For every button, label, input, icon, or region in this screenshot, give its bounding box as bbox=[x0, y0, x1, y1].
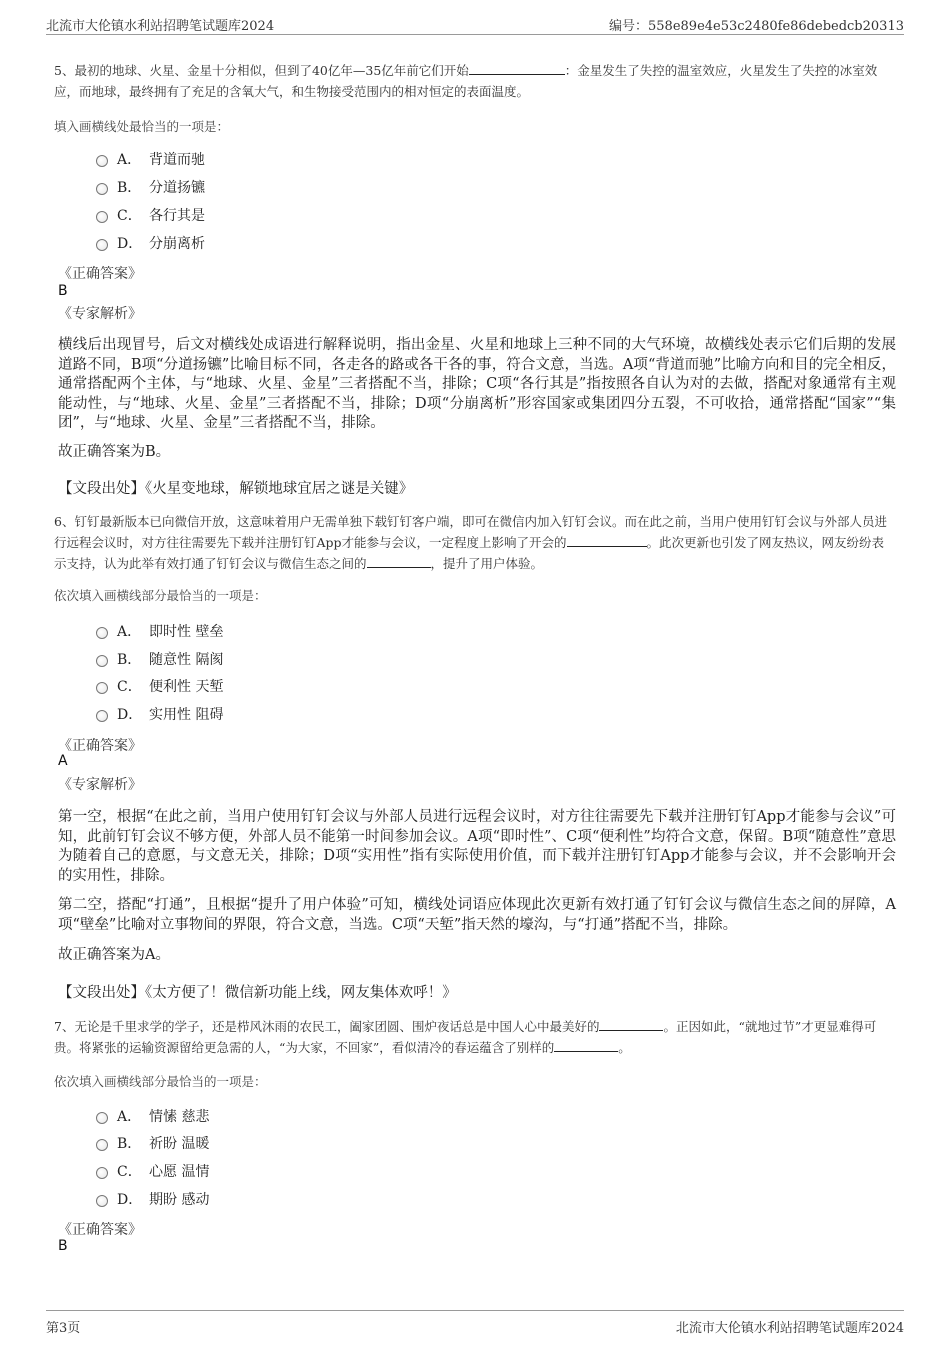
question-6-option-c[interactable]: C． 便利性 天堑 bbox=[96, 676, 223, 696]
header-title: 北流市大伦镇水利站招聘笔试题库2024 bbox=[46, 19, 275, 34]
question-5-option-c[interactable]: C． 各行其是 bbox=[96, 205, 205, 225]
question-5-analysis: 横线后出现冒号，后文对横线处成语进行解释说明，指出金星、火星和地球上三种不同的大气环境，故横线处表示它们后期的发展道路不同，B项“分道扬镳”比喻目标不同，各走各的路或各干各的事，符合文意，当选。A项“背道而驰”比喻方向和目的完全相反，通常搭配两个主体，与“地球、火星、金星”三者搭配不当，排除；C项“各行其是”指按照各自认为对的去做，搭配对象通常有主观能动性，与“地球、火星、金星”三者搭配不当，排除；D项“分崩离析”形容国家或集团四分五裂，不可收拾，通常搭配“国家”“集团”，与“地球、火星、金星”三者搭配不当，排除。 bbox=[58, 337, 896, 431]
page-number: 第3页 bbox=[46, 1321, 81, 1336]
question-5-conclusion: 故正确答案为B。 bbox=[58, 444, 171, 460]
answer-blank bbox=[567, 534, 647, 547]
question-6-option-d[interactable]: D． 实用性 阻碍 bbox=[96, 704, 223, 724]
question-5-text-part1: 5、最初的地球、火星、金星十分相似，但到了40亿年—35亿年前它们开始 bbox=[54, 63, 469, 78]
radio-button[interactable] bbox=[96, 1195, 108, 1207]
question-5-option-a[interactable]: A． 背道而驰 bbox=[96, 149, 205, 169]
radio-button[interactable] bbox=[96, 655, 108, 667]
question-7-answer: B bbox=[58, 1238, 68, 1254]
question-7-prompt: 依次填入画横线部分最恰当的一项是： bbox=[54, 1074, 267, 1089]
question-6-analysis-1: 第一空，根据“在此之前，当用户使用钉钉会议与外部人员进行远程会议时，对方往往需要先下载并注册钉钉App才能参与会议”可知，此前钉钉会议不够方便，外部人员不能第一时间参加会议。A项“即时性”、C项“便利性”均符合文意，保留。B项“随意性”意思为随着自己的意愿，与文意无关，排除；D项“实用性”指有实际使用价值，而下载并注册钉钉App才能参与会议，并不会影响开会的实用性，排除。 bbox=[58, 809, 896, 884]
radio-button[interactable] bbox=[96, 1112, 108, 1124]
answer-blank bbox=[599, 1018, 663, 1031]
radio-button[interactable] bbox=[96, 710, 108, 722]
question-6-text-part2: 。此次更新也引发了网友热议，网友纷纷表示支持，认为此举有效打通了钉钉会议与微信生态之间的 bbox=[54, 535, 885, 571]
question-6-text-part3: ，提升了用户体验。 bbox=[430, 556, 544, 571]
footer-title: 北流市大伦镇水利站招聘笔试题库2024 bbox=[675, 1321, 904, 1336]
radio-button[interactable] bbox=[96, 1139, 108, 1151]
question-5-option-d[interactable]: D． 分崩离析 bbox=[96, 233, 205, 253]
question-6-option-b[interactable]: B． 随意性 隔阂 bbox=[96, 649, 223, 669]
question-7-option-c[interactable]: C． 心愿 温情 bbox=[96, 1161, 209, 1181]
analysis-label: 《专家解析》 bbox=[58, 777, 142, 793]
question-7-text-part1: 7、无论是千里求学的学子，还是栉风沐雨的农民工，阖家团圆、围炉夜话总是中国人心中最美好的 bbox=[54, 1019, 600, 1034]
question-5-prompt: 填入画横线处最恰当的一项是： bbox=[54, 119, 230, 134]
question-6-stem bbox=[54, 511, 896, 574]
question-6-prompt: 依次填入画横线部分最恰当的一项是： bbox=[54, 588, 267, 603]
question-7-text-part2: 。正因如此，“就地过节”才更显难得可贵。将紧张的运输资源留给更急需的人，“为大家，不回家”，看似清冷的春运蕴含了别样的 bbox=[54, 1019, 877, 1055]
answer-label: 《正确答案》 bbox=[58, 266, 142, 282]
question-7-text-part3: 。 bbox=[618, 1040, 631, 1055]
radio-button[interactable] bbox=[96, 211, 108, 223]
question-6-source: 【文段出处】《太方便了！微信新功能上线，网友集体欢呼！》 bbox=[58, 985, 457, 1001]
radio-button[interactable] bbox=[96, 627, 108, 639]
question-7-option-a[interactable]: A． 情愫 慈悲 bbox=[96, 1106, 209, 1126]
page-footer bbox=[46, 1310, 904, 1339]
radio-button[interactable] bbox=[96, 1167, 108, 1179]
question-6-option-a[interactable]: A． 即时性 壁垒 bbox=[96, 621, 223, 641]
question-5-option-b[interactable]: B． 分道扬镳 bbox=[96, 177, 205, 197]
question-5-source: 【文段出处】《火星变地球，解锁地球宜居之谜是关键》 bbox=[58, 481, 414, 497]
answer-label: 《正确答案》 bbox=[58, 1222, 142, 1238]
radio-button[interactable] bbox=[96, 682, 108, 694]
question-6-text-part1: 6、钉钉最新版本已向微信开放，这意味着用户无需单独下载钉钉客户端，即可在微信内加入钉钉会议。而在此之前，当用户使用钉钉会议与外部人员进行远程会议时，对方往往需要先下载并注册钉钉App才能参与会议，一定程度上影响了开会的 bbox=[54, 514, 887, 550]
answer-label: 《正确答案》 bbox=[58, 738, 142, 754]
answer-blank bbox=[367, 555, 431, 568]
question-6-answer: A bbox=[58, 753, 68, 769]
answer-blank bbox=[554, 1039, 618, 1052]
page-header bbox=[46, 12, 904, 35]
question-7-stem bbox=[54, 1016, 896, 1058]
question-5-text-part2: ：金星发生了失控的温室效应，火星发生了失控的冰室效应，而地球，最终拥有了充足的含氧大气，和生物接受范围内的相对恒定的表面温度。 bbox=[54, 63, 878, 99]
radio-button[interactable] bbox=[96, 183, 108, 195]
radio-button[interactable] bbox=[96, 239, 108, 251]
question-5-stem bbox=[54, 60, 896, 102]
question-7-option-b[interactable]: B． 祈盼 温暖 bbox=[96, 1133, 209, 1153]
question-6-conclusion: 故正确答案为A。 bbox=[58, 947, 170, 963]
header-doc-id: 编号：558e89e4e53c2480fe86debedcb20313 bbox=[609, 19, 904, 34]
question-7-option-d[interactable]: D． 期盼 感动 bbox=[96, 1189, 209, 1209]
question-5-answer: B bbox=[58, 283, 68, 299]
analysis-label: 《专家解析》 bbox=[58, 306, 142, 322]
question-6-analysis-2: 第二空，搭配“打通”，且根据“提升了用户体验”可知，横线处词语应体现此次更新有效打通了钉钉会议与微信生态之间的屏障，A项“壁垒”比喻对立事物间的界限，符合文意，当选。C项“天堑”指天然的壕沟，与“打通”搭配不当，排除。 bbox=[58, 897, 896, 933]
answer-blank bbox=[469, 62, 565, 75]
radio-button[interactable] bbox=[96, 155, 108, 167]
